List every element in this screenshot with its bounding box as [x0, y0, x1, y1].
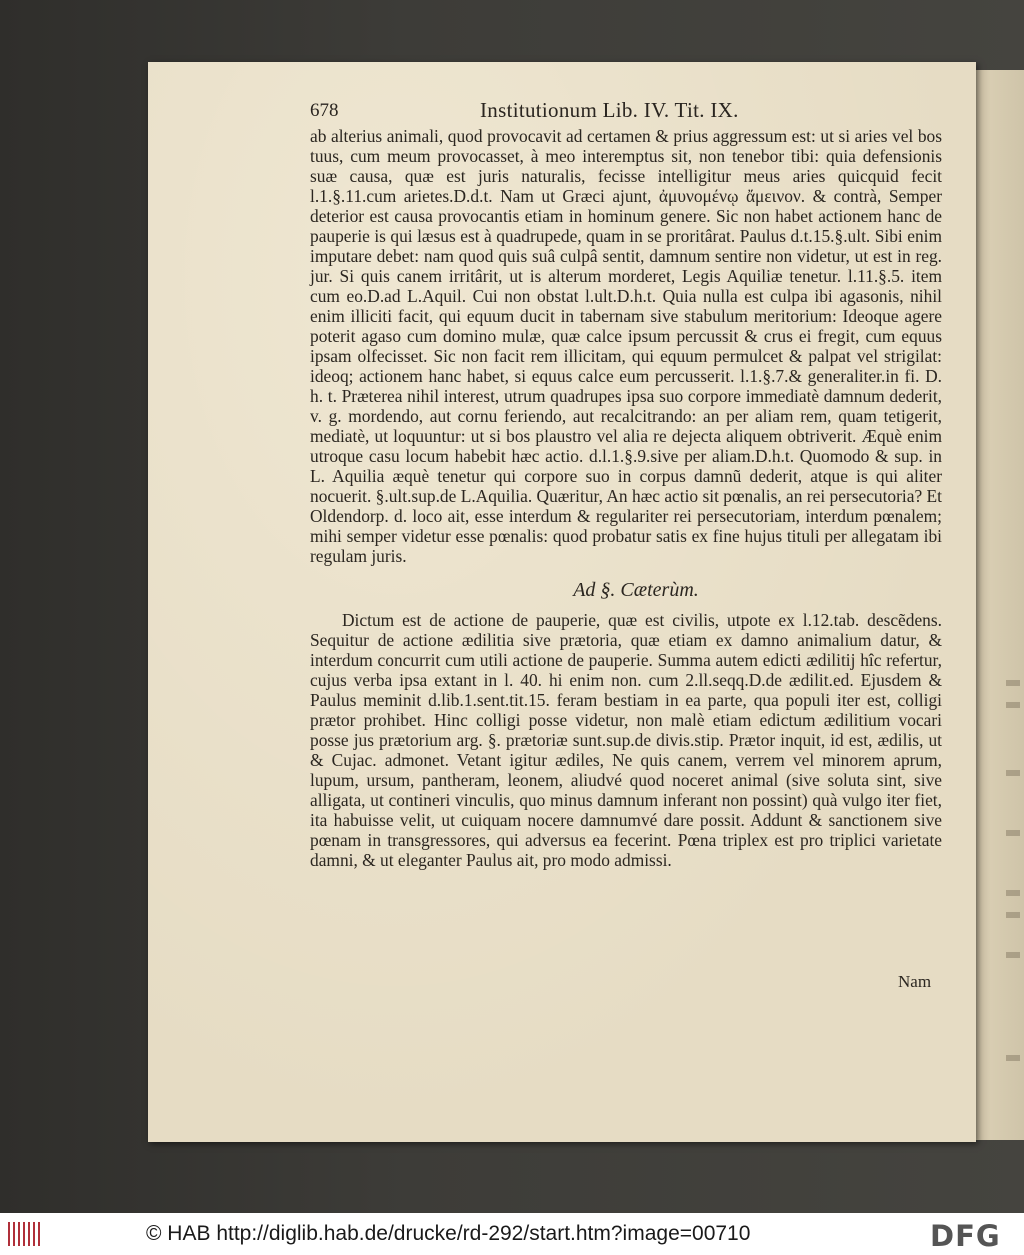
page-number: 678	[310, 100, 339, 121]
hab-logo-icon[interactable]	[8, 1222, 40, 1246]
page-header	[310, 98, 950, 128]
dfg-logo[interactable]: DFG	[930, 1219, 1001, 1253]
copyright-link[interactable]: © HAB http://diglib.hab.de/drucke/rd-292/start.htm?image=00710	[146, 1222, 751, 1245]
running-head: Institutionum Lib. IV. Tit. IX.	[480, 98, 739, 122]
adjacent-page-edge	[968, 70, 1024, 1140]
viewer-footer	[0, 1213, 1024, 1255]
paragraph-2: Dictum est de actione de pauperie, quæ est civilis, utpote ex l.12.tab. descẽdens. Sequitur de actione ædilitia sive prætoria, quæ etiam ex damno animalium datur, & interdum concurrit cum utili actione de pauperie. Summa autem edicti ædilitij hîc refertur, cujus verba ipsa extant in l. 40. hi enim non. cum 2.ll.seqq.D.de ædilit.ed. Ejusdem & Paulus meminit d.lib.1.sent.tit.15. feram bestiam in ea parte, qua populi iter est, colligi prætor prohibet. Hinc colligi posse videtur, non malè etiam edictum ædilitium vocari posse jus prætorium arg. §. prætoriæ sunt.sup.de divis.stip. Prætor inquit, id est, ædilis, ut & Cujac. admonet. Vetant igitur ædiles, Ne quis canem, verrem vel minorem aprum, lupum, ursum, pantheram, leonem, aliudvé quod noceret animal (sive soluta sint, sive alligata, ut contineri vinculis, quo minus damnum inferant non possint) quà vulgo iter fiet, ita habuisse velit, ut cuiquam nocere damnumvé dare possit. Addunt & sanctionem sive pœnam in transgressores, qui adversus ea fecerint. Pœna triplex est pro triplici varietate damni, & ut eleganter Paulus ait, pro modo admissi.	[310, 610, 942, 870]
main-text	[310, 126, 942, 870]
section-heading: Ad §. Cæterùm.	[573, 579, 699, 601]
catchword: Nam	[898, 972, 932, 991]
paragraph-1: ab alterius animali, quod provocavit ad certamen & prius aggressum est: ut si aries vel bos tuus, cum meum provocasset, à meo interemptus sit, non tenebor tibi: quia defensionis suæ causa, quæ est juris naturalis, fecisse intelligitur meus aries quicquid fecit l.1.§.11.cum arietes.D.d.t. Nam ut Græci ajunt, ἀμυνομένῳ ἄμεινον. & contrà, Semper deterior est causa provocantis etiam in hominum genere. Sic non habet actionem hanc de pauperie is qui læsus est à quadrupede, quam in se proritârat. Paulus d.t.15.§.ult. Sibi enim imputare debet: nam quod quis suâ culpâ sentit, damnum sentire non videtur, ut est in reg. jur. Si quis canem irritârit, ut is alterum morderet, Legis Aquiliæ tenetur. l.11.§.5. item cum eo.D.ad L.Aquil. Cui non obstat l.ult.D.h.t. Quia nulla est culpa ibi agasonis, nihil enim illiciti facit, qui equum ducit in tabernam sive stabulum meritorium: Ideoque agere poterit agaso cum domino mulæ, quæ calce ipsum percussit & crus ei fregit, cum equus ipsam olfecisset. Sic non facit rem illicitam, qui equum permulcet & palpat vel strigilat: ideoq; actionem hanc habet, si equus calce eum percusserit. l.1.§.7.& generaliter.in fi. D. h. t. Præterea nihil interest, utrum quadrupes ipsa suo corpore immediatè damnum dederit, v. g. mordendo, aut cornu feriendo, aut recalcitrando: an per aliam rem, quam tetigerit, mediatè, ut loquuntur: ut si bos plaustro vel alia re dejecta aliquem obtriverit. Æquè enim utroque casu locum habebit hæc actio. d.l.1.§.9.sive per aliam.D.h.t. Quomodo & sup. in L. Aquilia æquè tenetur qui corpore suo in corpus damnũ dederit, atque is qui aliter nocuerit. §.ult.sup.de L.Aquilia. Quæritur, An hæc actio sit pœnalis, an rei persecutoria? Et Oldendorp. d. loco ait, esse interdum & regulariter rei persecutoriam, interdum pœnalem; mihi semper videtur esse pœnalis: quod probatur satis ex fine hujus tituli per allegatam ibi regulam juris.	[310, 126, 942, 566]
